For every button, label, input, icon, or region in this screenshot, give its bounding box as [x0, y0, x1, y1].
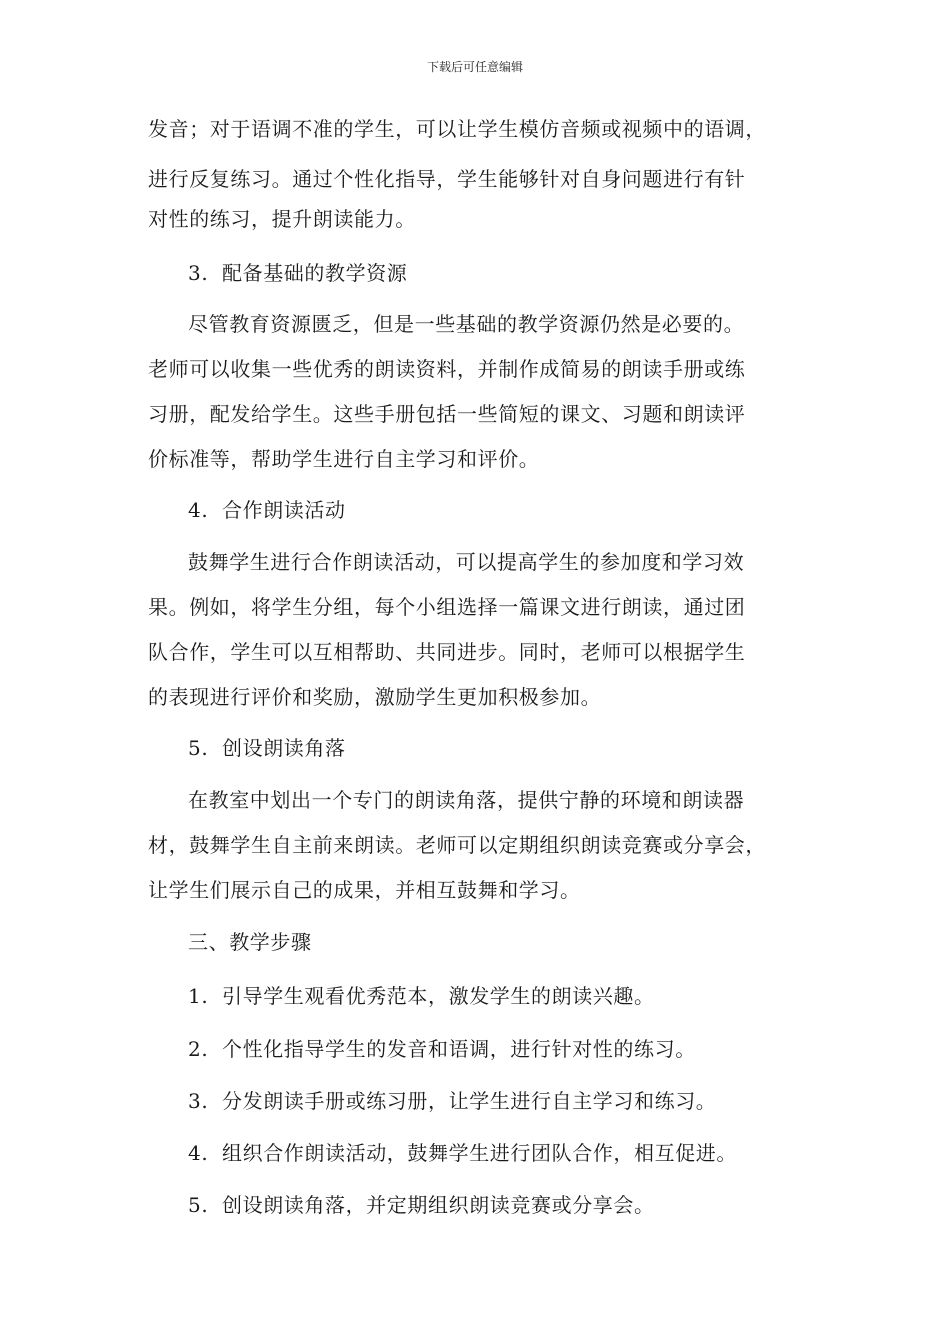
step-text: 引导学生观看优秀范本，激发学生的朗读兴趣。: [222, 984, 655, 1008]
paragraph-line: 习册，配发给学生。这些手册包括一些简短的课文、习题和朗读评: [148, 402, 746, 426]
step-item: [188, 1035, 848, 1063]
paragraph-line: 价标准等，帮助学生进行自主学习和评价。: [148, 447, 540, 471]
step-text: 组织合作朗读活动，鼓舞学生进行团队合作，相互促进。: [222, 1141, 737, 1165]
paragraph-line: 鼓舞学生进行合作朗读活动，可以提高学生的参加度和学习效: [188, 550, 745, 574]
step-number: 1.: [188, 984, 209, 1008]
paragraph-line: 材，鼓舞学生自主前来朗读。老师可以定期组织朗读竞赛或分享会，: [148, 833, 766, 857]
step-text: 创设朗读角落，并定期组织朗读竞赛或分享会。: [222, 1193, 655, 1217]
section-heading: [188, 259, 848, 287]
step-text: 个性化指导学生的发音和语调，进行针对性的练习。: [222, 1037, 696, 1061]
step-number: 5.: [188, 1193, 209, 1217]
step-text: 分发朗读手册或练习册，让学生进行自主学习和练习。: [222, 1089, 717, 1113]
paragraph-line: 在教室中划出一个专门的朗读角落，提供宁静的环境和朗读器: [188, 788, 745, 812]
heading-text: 创设朗读角落: [222, 736, 346, 760]
paragraph-line: 发音；对于语调不准的学生，可以让学生模仿音频或视频中的语调，: [148, 117, 766, 141]
paragraph-line: 对性的练习，提升朗读能力。: [148, 207, 416, 231]
paragraph-line: 果。例如，将学生分组，每个小组选择一篇课文进行朗读，通过团: [148, 595, 746, 619]
step-number: 3.: [188, 1089, 209, 1113]
heading-number: 3.: [188, 261, 209, 285]
paragraph-line: 的表现进行评价和奖励，激励学生更加积极参加。: [148, 685, 602, 709]
section-heading: [188, 496, 848, 524]
step-number: 2.: [188, 1037, 209, 1061]
section-title: 三、教学步骤: [188, 930, 312, 954]
step-item: [188, 1139, 848, 1167]
page-header: 下载后可任意编辑: [426, 60, 523, 74]
step-item: [188, 982, 848, 1010]
section-heading: [188, 734, 848, 762]
heading-text: 合作朗读活动: [222, 498, 346, 522]
heading-number: 5.: [188, 736, 209, 760]
step-item: [188, 1087, 848, 1115]
paragraph-line: 让学生们展示自己的成果，并相互鼓舞和学习。: [148, 878, 581, 902]
heading-text: 配备基础的教学资源: [222, 261, 408, 285]
paragraph-line: 队合作，学生可以互相帮助、共同进步。同时，老师可以根据学生: [148, 640, 746, 664]
step-item: [188, 1191, 848, 1219]
paragraph-line: 进行反复练习。通过个性化指导，学生能够针对自身问题进行有针: [148, 167, 746, 191]
paragraph-line: 老师可以收集一些优秀的朗读资料，并制作成简易的朗读手册或练: [148, 357, 746, 381]
heading-number: 4.: [188, 498, 209, 522]
step-number: 4.: [188, 1141, 209, 1165]
paragraph-line: 尽管教育资源匮乏，但是一些基础的教学资源仍然是必要的。: [188, 312, 745, 336]
